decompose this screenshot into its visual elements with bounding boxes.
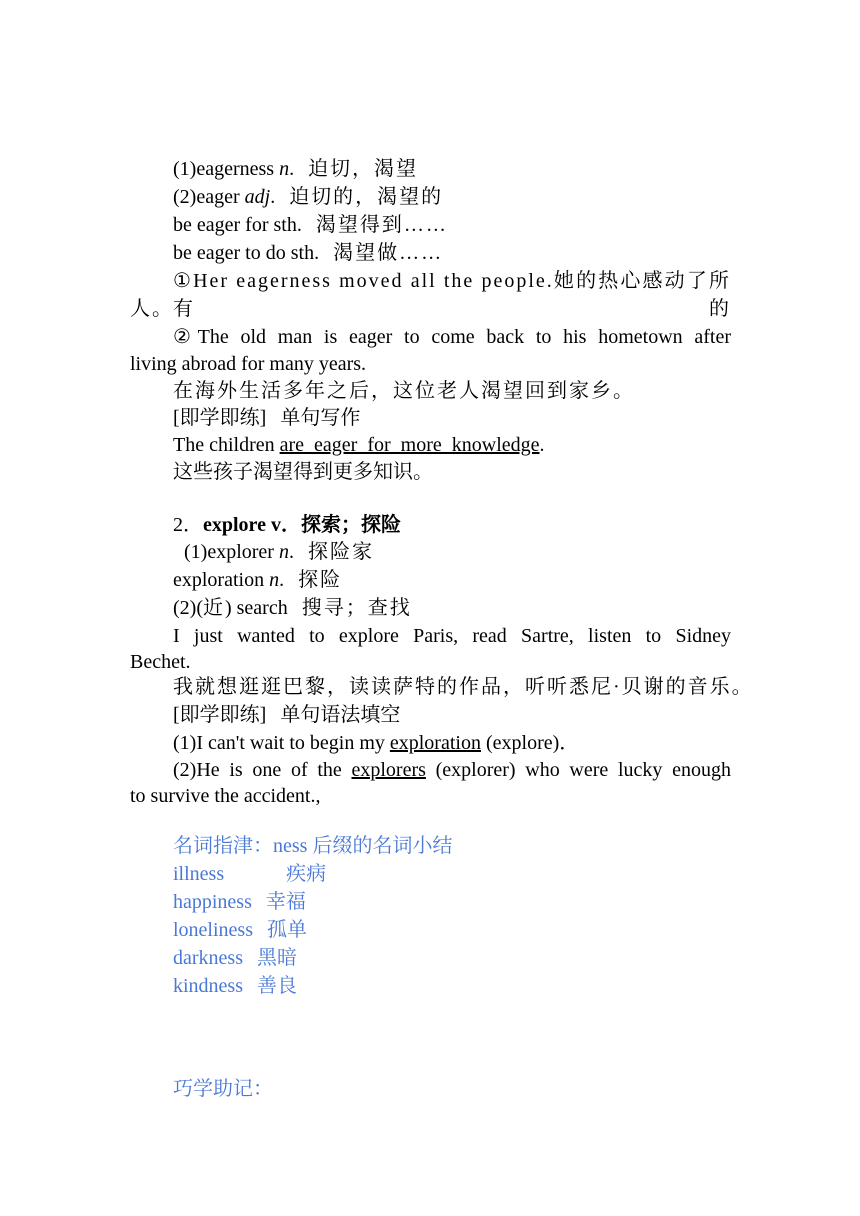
- practice-question-2-line-2: to survive the accident.,: [130, 785, 321, 807]
- example-explore-line-2: Bechet.: [130, 651, 191, 673]
- practice-question-2-line-1: (2)He is one of the explorers (explorer) who were lucky enough: [173, 759, 732, 781]
- example-2-line-1: ②The old man is eager to come back to his hometown after: [173, 326, 731, 348]
- note-item: loneliness 孤单: [173, 919, 307, 941]
- entry-exploration: exploration n. 探险: [173, 569, 343, 591]
- practice-question-1: (1)I can't wait to begin my exploration (explore)．: [173, 732, 580, 754]
- example-2-line-2: living abroad for many years.: [130, 353, 367, 375]
- entry-synonym-search: (2)(近) search 搜寻；查找: [173, 597, 412, 619]
- note-item: happiness 幸福: [173, 891, 306, 913]
- practice-sentence-1: The children are eager for more knowledge.: [173, 434, 545, 456]
- example-1-line-1: ①Her eagerness moved all the people.她的热心感动了所有的: [173, 270, 731, 320]
- example-1-line-2: 人。: [130, 298, 174, 320]
- phrase-eager-to: be eager to do sth. 渴望做……: [173, 242, 444, 264]
- note-item: illness 疾病: [173, 863, 327, 885]
- practice-translation-1: 这些孩子渴望得到更多知识。: [173, 461, 433, 483]
- entry-explore-heading: 2．explore v．探索；探险: [173, 514, 401, 536]
- entry-eager: (2)eager adj. 迫切的，渴望的: [173, 186, 444, 208]
- practice-heading-1: [即学即练] 单句写作: [173, 407, 361, 429]
- example-2-translation: 在海外生活多年之后，这位老人渴望回到家乡。: [173, 380, 635, 402]
- entry-explorer: (1)explorer n. 探险家: [184, 541, 374, 563]
- practice-heading-2: [即学即练] 单句语法填空: [173, 704, 401, 726]
- memory-tip-label: 巧学助记：: [173, 1078, 273, 1100]
- note-item: kindness 善良: [173, 975, 297, 997]
- entry-eagerness: (1)eagerness n. 迫切，渴望: [173, 158, 419, 180]
- notes-title: 名词指津：ness 后缀的名词小结: [173, 835, 453, 857]
- example-explore-translation: 我就想逛逛巴黎，读读萨特的作品，听听悉尼·贝谢的音乐。: [173, 676, 754, 698]
- note-item: darkness 黑暗: [173, 947, 297, 969]
- phrase-eager-for: be eager for sth. 渴望得到……: [173, 214, 448, 236]
- example-explore-line-1: I just wanted to explore Paris, read Sartre, listen to Sidney: [173, 625, 731, 647]
